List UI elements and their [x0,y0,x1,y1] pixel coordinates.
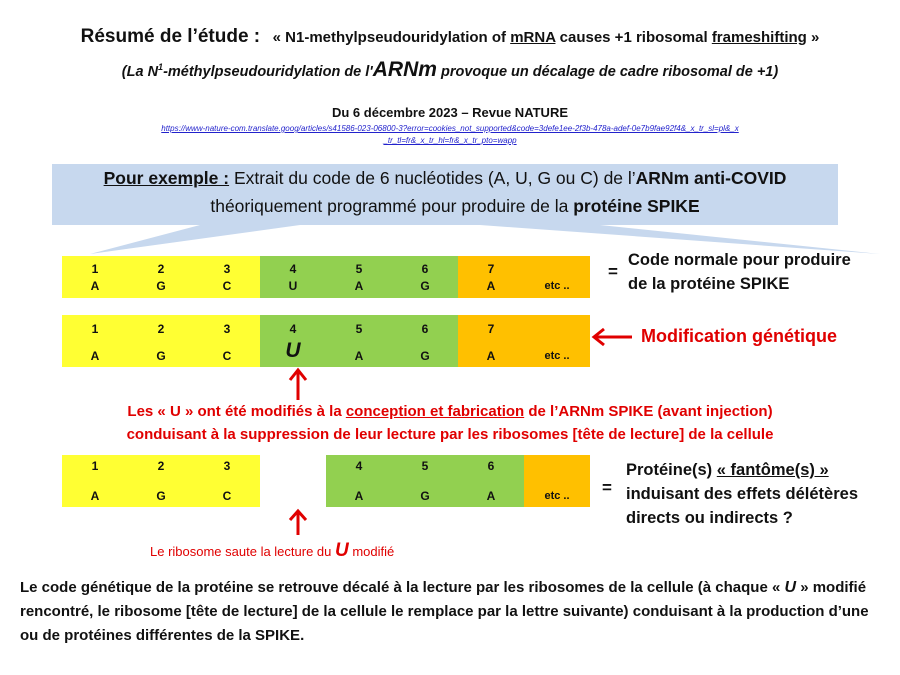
nucleotide-cell [458,256,524,298]
cell-letter: C [222,349,232,363]
nucleotide-cell [260,256,326,298]
modification-label: Modification génétique [641,326,837,346]
up-arrow-icon [288,366,308,402]
equals-sign-2: = [602,478,612,497]
nucleotide-cell [194,256,260,298]
cell-number: 5 [355,262,363,276]
cell-number: 7 [487,322,495,336]
cell-number: 2 [157,322,165,336]
skip-note-text: Le ribosome saute la lecture du [150,544,335,559]
nucleotide-cell [392,315,458,367]
normal-code-label [628,248,851,296]
example-line-2 [52,196,838,217]
nucleotide-cell [62,315,128,367]
cell-letter: A [354,489,364,503]
conclusion-part1: Le code génétique de la protéine se retrouve décalé à la lecture par les ribosomes de la cellule (à chaque « [20,579,785,596]
skipped-cell [260,455,326,507]
translation-end: provoque un décalage de cadre ribosomal de +1) [436,64,779,80]
skip-note-u: U [335,540,349,561]
cell-letter: etc .. [544,280,570,292]
cell-letter: G [420,349,430,363]
title-quote-open: « N1-methylpseudouridylation of [272,29,507,46]
cell-number: 2 [157,459,165,473]
nucleotide-cell [326,256,392,298]
cell-letter: U [288,279,298,293]
cell-letter: C [222,279,232,293]
ghost-protein-label [626,458,858,530]
normal-code-line2: de la protéine SPIKE [628,275,790,293]
ribosome-skip-note [150,540,394,562]
translation-mid: -méthylpseudouridylation de l' [163,64,373,80]
equals-sign-1: = [608,262,618,281]
cell-letter: etc .. [544,490,570,502]
ghost-protein-line1-a: Protéine(s) [626,461,717,479]
example-line-1 [52,168,838,189]
conclusion-paragraph [20,576,890,648]
translation-arnm: ARNm [372,58,437,81]
cell-number: 6 [421,262,429,276]
modification-line1 [0,400,900,423]
nucleotide-cell [392,455,458,507]
nucleotide-cell [128,315,194,367]
source-link[interactable]: https://www-nature-com.translate.goog/articles/s41586-023-06800-3?error=cookies_not_supported&code=3defe1ee-2f3b-478a-adef-0e7b9fae92f4&_x_tr_sl=pl&_x_tr_tl=fr&_x_tr_hl=fr&_x_tr_pto=wapp [161,124,739,145]
cell-number: 1 [91,322,99,336]
conclusion-u: U [784,579,797,596]
cell-letter: G [420,279,430,293]
nucleotide-cell [524,455,590,507]
modification-line1-a: Les « U » ont été modifiés à la [127,403,346,420]
nucleotide-cell [524,315,590,367]
nucleotide-cell [458,455,524,507]
example-label: Pour exemple : [103,168,230,188]
cell-letter: A [90,349,100,363]
title-mrna: mRNA [510,29,556,46]
left-arrow-icon [590,327,634,347]
cell-number: 4 [289,262,297,276]
cell-letter: A [486,489,496,503]
cell-letter: A [486,349,496,363]
cell-number: 6 [487,459,495,473]
cell-letter: A [90,489,100,503]
cell-number: 3 [223,262,231,276]
nucleotide-cell-modified [260,315,326,367]
cell-number: 3 [223,459,231,473]
cell-letter: C [222,489,232,503]
ghost-protein-line1-b: « fantôme(s) » [716,461,829,479]
cell-number: 4 [289,322,297,336]
nucleotide-cell [326,455,392,507]
ghost-protein-line3: directs ou indirects ? [626,509,793,527]
ghost-protein-line2: induisant des effets délétères [626,485,858,503]
sequence-row-shifted [62,455,590,507]
cell-letter: A [486,279,496,293]
nucleotide-cell [62,256,128,298]
title-quote-close: » [811,29,820,46]
normal-code-line1: Code normale pour produire [628,251,851,269]
example-line2-text: théoriquement programmé pour produire de la [210,196,574,216]
nucleotide-cell [524,256,590,298]
nucleotide-cell [326,315,392,367]
nucleotide-cell [194,455,260,507]
cell-letter-modified: U [285,339,301,362]
example-line2-bold: protéine SPIKE [573,196,700,216]
nucleotide-cell [392,256,458,298]
nucleotide-cell [62,455,128,507]
cell-number: 5 [421,459,429,473]
nucleotide-cell [128,256,194,298]
title-causes: causes +1 ribosomal [555,29,708,46]
cell-letter: G [156,349,166,363]
cell-number: 2 [157,262,165,276]
sequence-row-modified [62,315,590,367]
cell-letter: G [420,489,430,503]
conclusion-part2: » modifié rencontré, le ribosome [tête de lecture] de la cellule le remplace par la lettre suivante) conduisant à la production d’une ou de protéines différentes de la SPIKE. [20,579,869,644]
cell-letter: A [354,279,364,293]
up-arrow-icon [288,507,308,537]
cell-number: 1 [91,459,99,473]
translation-sup: 1 [158,62,164,73]
modification-explanation [0,400,900,446]
cell-number: 1 [91,262,99,276]
modification-line1-b: conception et fabrication [345,403,525,420]
modification-line1-c: de l’ARNm SPIKE (avant injection) [524,403,773,420]
publication-date: Du 6 décembre 2023 – Revue NATURE [331,105,569,120]
example-line1-text: Extrait du code de 6 nucléotides (A, U, G ou C) de l’ [229,168,636,188]
title-frameshifting: frameshifting [711,29,807,46]
ghost-protein-line1 [626,458,858,482]
cell-letter: G [156,279,166,293]
cell-number: 7 [487,262,495,276]
nucleotide-cell [128,455,194,507]
cell-letter: G [156,489,166,503]
cell-number: 6 [421,322,429,336]
example-line1-bold: ARNm anti-COVID [635,168,787,188]
translation-open: (La N [121,64,159,80]
modification-line2: conduisant à la suppression de leur lecture par les ribosomes [tête de lecture] de la cellule [126,426,774,443]
nucleotide-cell [194,315,260,367]
title-prefix: Résumé de l’étude : [80,26,261,47]
cell-number: 4 [355,459,363,473]
cell-number: 3 [223,322,231,336]
skip-note-end: modifié [348,544,395,559]
cell-letter: A [90,279,100,293]
nucleotide-cell [458,315,524,367]
cell-number: 5 [355,322,363,336]
cell-letter: A [354,349,364,363]
sequence-row-normal [62,256,590,298]
cell-letter: etc .. [544,350,570,362]
